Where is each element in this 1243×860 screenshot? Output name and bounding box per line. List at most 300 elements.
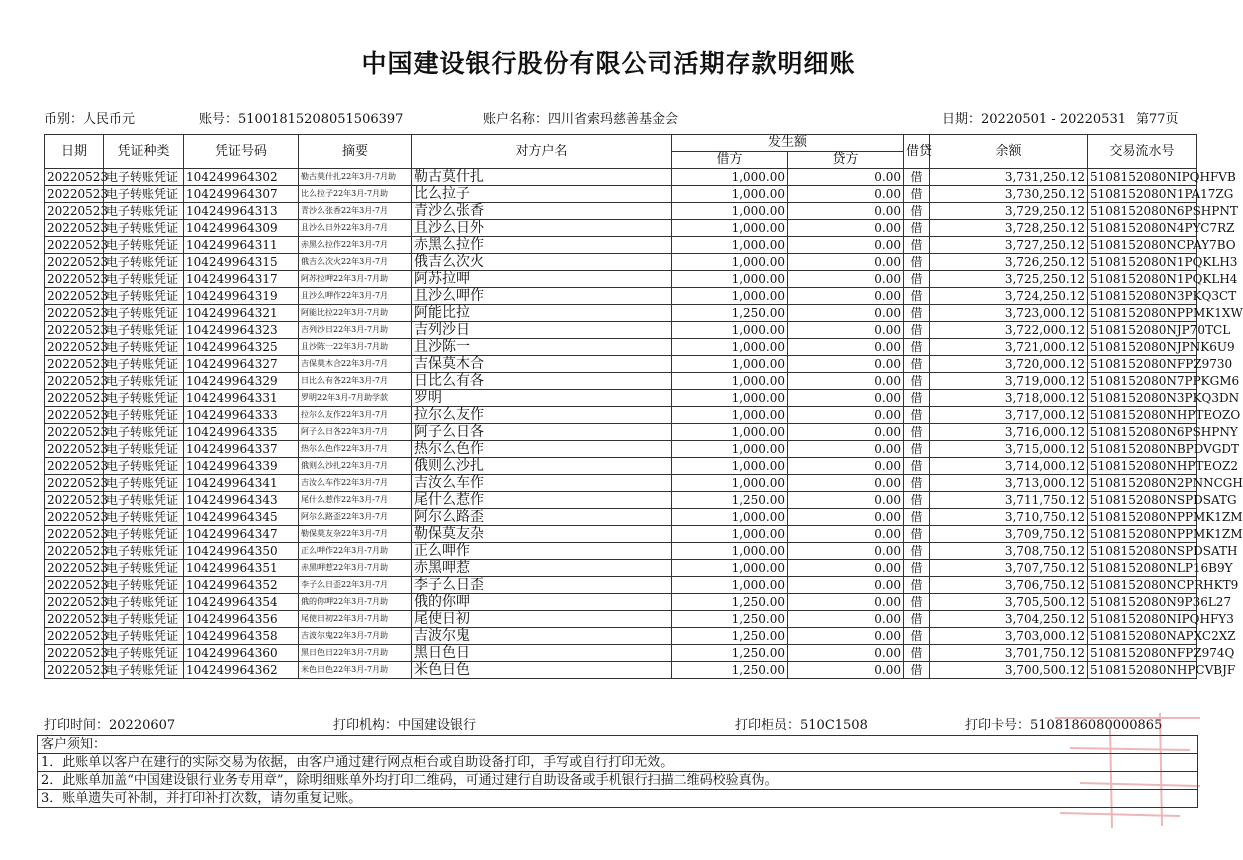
row-debit: 1,000.00	[672, 390, 788, 407]
row-dc: 借	[904, 305, 930, 322]
row-date: 20220523	[45, 356, 104, 373]
row-serial: 5108152080NHPTEOZ2	[1088, 458, 1197, 475]
row-date: 20220523	[45, 169, 104, 186]
row-debit: 1,000.00	[672, 560, 788, 577]
table-row	[45, 577, 1197, 594]
row-counterparty: 且沙陈一	[412, 339, 672, 356]
row-memo: 黑日色日22年3月-7月助	[299, 645, 412, 662]
row-memo: 俄的你呷22年3月-7月助	[299, 594, 412, 611]
row-balance: 3,722,000.12	[930, 322, 1088, 339]
row-voucher-type: 电子转账凭证	[104, 543, 184, 560]
row-serial: 5108152080N1PQKLH3	[1088, 254, 1197, 271]
row-memo: 且沙陈一22年3月-7月助	[299, 339, 412, 356]
row-voucher-no: 104249964317	[184, 271, 299, 288]
print-time: 打印时间：20220607	[44, 718, 176, 733]
row-date: 20220523	[45, 645, 104, 662]
row-serial: 5108152080NFPZ9730	[1088, 356, 1197, 373]
row-memo: 日比么有各22年3月-7月	[299, 373, 412, 390]
row-voucher-no: 104249964327	[184, 356, 299, 373]
row-debit: 1,000.00	[672, 543, 788, 560]
row-credit: 0.00	[788, 288, 904, 305]
table-row	[45, 526, 1197, 543]
row-balance: 3,721,000.12	[930, 339, 1088, 356]
row-date: 20220523	[45, 543, 104, 560]
row-dc: 借	[904, 339, 930, 356]
row-serial: 5108152080N6PSHPNY	[1088, 424, 1197, 441]
row-serial: 5108152080NIPQHFVB	[1088, 169, 1197, 186]
row-memo: 热尔么色作22年3月-7月	[299, 441, 412, 458]
row-credit: 0.00	[788, 254, 904, 271]
row-debit: 1,000.00	[672, 203, 788, 220]
table-row	[45, 169, 1197, 186]
row-memo: 阿子么日各22年3月-7月	[299, 424, 412, 441]
row-voucher-no: 104249964341	[184, 475, 299, 492]
table-row	[45, 203, 1197, 220]
row-balance: 3,704,250.12	[930, 611, 1088, 628]
row-voucher-no: 104249964343	[184, 492, 299, 509]
row-credit: 0.00	[788, 526, 904, 543]
row-voucher-no: 104249964358	[184, 628, 299, 645]
row-memo: 尾使日初22年3月-7月助	[299, 611, 412, 628]
row-memo: 吉汝么车作22年3月-7月	[299, 475, 412, 492]
row-serial: 5108152080NSPDSATH	[1088, 543, 1197, 560]
row-voucher-no: 104249964321	[184, 305, 299, 322]
row-serial: 5108152080N7PPKGM6	[1088, 373, 1197, 390]
row-voucher-type: 电子转账凭证	[104, 220, 184, 237]
row-balance: 3,730,250.12	[930, 186, 1088, 203]
table-row	[45, 186, 1197, 203]
row-balance: 3,727,250.12	[930, 237, 1088, 254]
row-debit: 1,000.00	[672, 322, 788, 339]
row-counterparty: 正么呷作	[412, 543, 672, 560]
row-serial: 5108152080NPPMK1XW	[1088, 305, 1197, 322]
note-item: 1．此账单以客户在建行的实际交易为依据，由客户通过建行网点柜台或自助设备打印，手写或自行打印无效。	[38, 754, 1198, 772]
row-serial: 5108152080NCPRHKT9	[1088, 577, 1197, 594]
row-serial: 5108152080N4PYC7RZ	[1088, 220, 1197, 237]
row-date: 20220523	[45, 509, 104, 526]
row-voucher-no: 104249964351	[184, 560, 299, 577]
row-counterparty: 尾使日初	[412, 611, 672, 628]
row-counterparty: 吉列沙日	[412, 322, 672, 339]
row-balance: 3,703,000.12	[930, 628, 1088, 645]
row-memo: 赤黑么拉作22年3月-7月	[299, 237, 412, 254]
row-memo: 阿苏拉呷22年3月-7月助	[299, 271, 412, 288]
row-voucher-no: 104249964329	[184, 373, 299, 390]
row-date: 20220523	[45, 594, 104, 611]
row-voucher-type: 电子转账凭证	[104, 628, 184, 645]
row-voucher-type: 电子转账凭证	[104, 390, 184, 407]
table-row	[45, 254, 1197, 271]
row-memo: 吉列沙日22年3月-7月助	[299, 322, 412, 339]
row-dc: 借	[904, 628, 930, 645]
row-counterparty: 俄吉么次火	[412, 254, 672, 271]
row-voucher-type: 电子转账凭证	[104, 356, 184, 373]
table-row	[45, 628, 1197, 645]
row-debit: 1,000.00	[672, 441, 788, 458]
row-voucher-type: 电子转账凭证	[104, 305, 184, 322]
row-date: 20220523	[45, 611, 104, 628]
row-debit: 1,000.00	[672, 339, 788, 356]
row-memo: 吉波尔鬼22年3月-7月助	[299, 628, 412, 645]
row-memo: 李子么日歪22年3月-7月	[299, 577, 412, 594]
row-voucher-type: 电子转账凭证	[104, 288, 184, 305]
row-voucher-type: 电子转账凭证	[104, 611, 184, 628]
row-counterparty: 阿尔么路歪	[412, 509, 672, 526]
row-credit: 0.00	[788, 543, 904, 560]
row-debit: 1,250.00	[672, 594, 788, 611]
row-voucher-no: 104249964307	[184, 186, 299, 203]
row-debit: 1,000.00	[672, 373, 788, 390]
row-credit: 0.00	[788, 560, 904, 577]
row-debit: 1,000.00	[672, 356, 788, 373]
row-serial: 5108152080N3PKQ3CT	[1088, 288, 1197, 305]
header-memo: 摘要	[299, 135, 412, 169]
row-debit: 1,000.00	[672, 526, 788, 543]
row-balance: 3,728,250.12	[930, 220, 1088, 237]
row-debit: 1,000.00	[672, 475, 788, 492]
row-serial: 5108152080NJPNK6U9	[1088, 339, 1197, 356]
row-date: 20220523	[45, 526, 104, 543]
row-debit: 1,000.00	[672, 424, 788, 441]
header-date: 日期	[45, 135, 104, 169]
row-serial: 5108152080NBPDVGDT	[1088, 441, 1197, 458]
row-counterparty: 尾什么惹作	[412, 492, 672, 509]
row-voucher-type: 电子转账凭证	[104, 662, 184, 679]
row-date: 20220523	[45, 271, 104, 288]
row-memo: 阿尔么路歪22年3月-7月	[299, 509, 412, 526]
table-row	[45, 662, 1197, 679]
row-voucher-type: 电子转账凭证	[104, 577, 184, 594]
row-voucher-type: 电子转账凭证	[104, 645, 184, 662]
row-date: 20220523	[45, 203, 104, 220]
row-dc: 借	[904, 424, 930, 441]
header-credit: 贷方	[788, 152, 904, 169]
row-debit: 1,000.00	[672, 186, 788, 203]
row-dc: 借	[904, 560, 930, 577]
row-counterparty: 赤黑呷惹	[412, 560, 672, 577]
row-voucher-type: 电子转账凭证	[104, 407, 184, 424]
row-credit: 0.00	[788, 203, 904, 220]
row-balance: 3,708,750.12	[930, 543, 1088, 560]
row-voucher-no: 104249964356	[184, 611, 299, 628]
row-credit: 0.00	[788, 628, 904, 645]
row-credit: 0.00	[788, 492, 904, 509]
row-debit: 1,000.00	[672, 254, 788, 271]
row-debit: 1,000.00	[672, 220, 788, 237]
row-date: 20220523	[45, 339, 104, 356]
row-voucher-type: 电子转账凭证	[104, 509, 184, 526]
row-counterparty: 吉汝么车作	[412, 475, 672, 492]
row-memo: 尾什么惹作22年3月-7月	[299, 492, 412, 509]
table-row	[45, 322, 1197, 339]
row-credit: 0.00	[788, 220, 904, 237]
row-credit: 0.00	[788, 611, 904, 628]
row-dc: 借	[904, 390, 930, 407]
note-item: 2．此账单加盖“中国建设银行业务专用章”，除明细账单外均打印二维码，可通过建行自助设备或手机银行扫描二维码校验真伪。	[38, 772, 1198, 790]
header-voucher-no: 凭证号码	[184, 135, 299, 169]
row-dc: 借	[904, 611, 930, 628]
row-debit: 1,000.00	[672, 169, 788, 186]
account-number: 账号：51001815208051506397	[199, 112, 404, 127]
row-dc: 借	[904, 543, 930, 560]
row-serial: 5108152080N1PA17ZG	[1088, 186, 1197, 203]
row-memo: 俄则么沙扎22年3月-7月	[299, 458, 412, 475]
row-voucher-type: 电子转账凭证	[104, 237, 184, 254]
row-dc: 借	[904, 441, 930, 458]
date-range: 日期：20220501 - 20220531	[942, 112, 1126, 127]
table-row	[45, 373, 1197, 390]
row-serial: 5108152080N2PNNCGH	[1088, 475, 1197, 492]
row-credit: 0.00	[788, 662, 904, 679]
row-credit: 0.00	[788, 305, 904, 322]
row-date: 20220523	[45, 424, 104, 441]
row-counterparty: 阿苏拉呷	[412, 271, 672, 288]
row-credit: 0.00	[788, 475, 904, 492]
row-balance: 3,709,750.12	[930, 526, 1088, 543]
row-voucher-type: 电子转账凭证	[104, 441, 184, 458]
row-balance: 3,726,250.12	[930, 254, 1088, 271]
row-serial: 5108152080NHPTEOZO	[1088, 407, 1197, 424]
row-credit: 0.00	[788, 169, 904, 186]
row-date: 20220523	[45, 237, 104, 254]
table-row	[45, 594, 1197, 611]
table-row	[45, 390, 1197, 407]
row-voucher-type: 电子转账凭证	[104, 373, 184, 390]
row-debit: 1,000.00	[672, 288, 788, 305]
row-credit: 0.00	[788, 441, 904, 458]
row-debit: 1,250.00	[672, 492, 788, 509]
row-dc: 借	[904, 288, 930, 305]
row-dc: 借	[904, 458, 930, 475]
table-row	[45, 611, 1197, 628]
customer-notes	[37, 735, 1198, 808]
ledger-table	[44, 134, 1243, 679]
row-serial: 5108152080NSPDSATG	[1088, 492, 1197, 509]
row-voucher-no: 104249964319	[184, 288, 299, 305]
row-credit: 0.00	[788, 594, 904, 611]
row-voucher-type: 电子转账凭证	[104, 169, 184, 186]
row-counterparty: 吉保莫木合	[412, 356, 672, 373]
row-dc: 借	[904, 594, 930, 611]
row-balance: 3,715,000.12	[930, 441, 1088, 458]
header-balance: 余额	[930, 135, 1088, 169]
row-serial: 5108152080NIPQHFY3	[1088, 611, 1197, 628]
row-voucher-no: 104249964354	[184, 594, 299, 611]
table-row	[45, 339, 1197, 356]
row-date: 20220523	[45, 458, 104, 475]
row-voucher-no: 104249964352	[184, 577, 299, 594]
row-date: 20220523	[45, 577, 104, 594]
row-counterparty: 罗明	[412, 390, 672, 407]
table-row	[45, 271, 1197, 288]
row-serial: 5108152080NFPZ974Q	[1088, 645, 1197, 662]
row-voucher-no: 104249964331	[184, 390, 299, 407]
row-counterparty: 且沙么呷作	[412, 288, 672, 305]
row-voucher-type: 电子转账凭证	[104, 203, 184, 220]
row-serial: 5108152080NPPMK1ZM	[1088, 509, 1197, 526]
row-voucher-type: 电子转账凭证	[104, 322, 184, 339]
row-debit: 1,000.00	[672, 407, 788, 424]
table-row	[45, 237, 1197, 254]
row-credit: 0.00	[788, 373, 904, 390]
row-counterparty: 吉波尔鬼	[412, 628, 672, 645]
row-balance: 3,701,750.12	[930, 645, 1088, 662]
row-balance: 3,711,750.12	[930, 492, 1088, 509]
stamp-residue-icon	[1050, 708, 1205, 833]
row-dc: 借	[904, 220, 930, 237]
row-counterparty: 赤黑么拉作	[412, 237, 672, 254]
row-memo: 比么拉子22年3月-7月助	[299, 186, 412, 203]
row-counterparty: 俄的你呷	[412, 594, 672, 611]
row-date: 20220523	[45, 186, 104, 203]
row-voucher-no: 104249964345	[184, 509, 299, 526]
notes-heading: 客户须知：	[38, 736, 1198, 754]
row-credit: 0.00	[788, 390, 904, 407]
table-row	[45, 220, 1197, 237]
row-voucher-no: 104249964325	[184, 339, 299, 356]
row-counterparty: 米色日色	[412, 662, 672, 679]
row-balance: 3,731,250.12	[930, 169, 1088, 186]
header-debit: 借方	[672, 152, 788, 169]
row-credit: 0.00	[788, 271, 904, 288]
row-dc: 借	[904, 509, 930, 526]
row-serial: 5108152080N9P36L27	[1088, 594, 1197, 611]
row-memo: 俄吉么次火22年3月-7月	[299, 254, 412, 271]
row-credit: 0.00	[788, 577, 904, 594]
row-debit: 1,000.00	[672, 458, 788, 475]
header-counterparty: 对方户名	[412, 135, 672, 169]
table-row	[45, 441, 1197, 458]
row-voucher-no: 104249964350	[184, 543, 299, 560]
row-dc: 借	[904, 356, 930, 373]
table-row	[45, 424, 1197, 441]
row-balance: 3,700,500.12	[930, 662, 1088, 679]
row-balance: 3,725,250.12	[930, 271, 1088, 288]
row-debit: 1,000.00	[672, 237, 788, 254]
row-credit: 0.00	[788, 322, 904, 339]
row-memo: 勒保莫友杂22年3月-7月	[299, 526, 412, 543]
row-dc: 借	[904, 407, 930, 424]
row-date: 20220523	[45, 390, 104, 407]
row-serial: 5108152080NPPMK1ZM	[1088, 526, 1197, 543]
row-memo: 且沙么呷作22年3月-7月	[299, 288, 412, 305]
print-counter: 打印柜员：510C1508	[735, 718, 868, 733]
row-voucher-no: 104249964335	[184, 424, 299, 441]
row-voucher-type: 电子转账凭证	[104, 475, 184, 492]
row-counterparty: 且沙么日外	[412, 220, 672, 237]
currency-label: 币别：人民币元	[44, 112, 136, 127]
table-row	[45, 475, 1197, 492]
row-voucher-type: 电子转账凭证	[104, 492, 184, 509]
row-balance: 3,707,750.12	[930, 560, 1088, 577]
row-balance: 3,714,000.12	[930, 458, 1088, 475]
row-counterparty: 俄则么沙扎	[412, 458, 672, 475]
row-balance: 3,729,250.12	[930, 203, 1088, 220]
row-dc: 借	[904, 475, 930, 492]
row-date: 20220523	[45, 373, 104, 390]
row-voucher-type: 电子转账凭证	[104, 560, 184, 577]
row-dc: 借	[904, 492, 930, 509]
row-debit: 1,250.00	[672, 645, 788, 662]
row-counterparty: 黑日色日	[412, 645, 672, 662]
row-balance: 3,705,500.12	[930, 594, 1088, 611]
row-memo: 赤黑呷惹22年3月-7月助	[299, 560, 412, 577]
table-row	[45, 407, 1197, 424]
row-balance: 3,713,000.12	[930, 475, 1088, 492]
row-credit: 0.00	[788, 424, 904, 441]
row-counterparty: 青沙么张香	[412, 203, 672, 220]
table-row	[45, 509, 1197, 526]
row-dc: 借	[904, 373, 930, 390]
row-credit: 0.00	[788, 339, 904, 356]
row-counterparty: 阿子么日各	[412, 424, 672, 441]
row-balance: 3,717,000.12	[930, 407, 1088, 424]
row-debit: 1,250.00	[672, 611, 788, 628]
row-balance: 3,720,000.12	[930, 356, 1088, 373]
row-memo: 拉尔么友作22年3月-7月	[299, 407, 412, 424]
page-title: 中国建设银行股份有限公司活期存款明细账	[361, 49, 856, 78]
row-voucher-type: 电子转账凭证	[104, 186, 184, 203]
row-debit: 1,000.00	[672, 509, 788, 526]
row-date: 20220523	[45, 492, 104, 509]
row-serial: 5108152080NAPXC2XZ	[1088, 628, 1197, 645]
row-voucher-type: 电子转账凭证	[104, 339, 184, 356]
row-voucher-no: 104249964362	[184, 662, 299, 679]
header-dc: 借贷	[904, 135, 930, 169]
row-dc: 借	[904, 526, 930, 543]
row-dc: 借	[904, 203, 930, 220]
row-voucher-no: 104249964339	[184, 458, 299, 475]
print-org: 打印机构：中国建设银行	[333, 718, 477, 733]
row-date: 20220523	[45, 407, 104, 424]
row-voucher-no: 104249964302	[184, 169, 299, 186]
row-counterparty: 日比么有各	[412, 373, 672, 390]
row-voucher-type: 电子转账凭证	[104, 458, 184, 475]
row-serial: 5108152080N3PKQ3DN	[1088, 390, 1197, 407]
row-counterparty: 李子么日歪	[412, 577, 672, 594]
note-item: 3．账单遗失可补制，并打印补打次数，请勿重复记账。	[38, 790, 1198, 808]
row-dc: 借	[904, 237, 930, 254]
row-serial: 5108152080NCPAY7BO	[1088, 237, 1197, 254]
row-date: 20220523	[45, 628, 104, 645]
row-memo: 吉保莫木合22年3月-7月	[299, 356, 412, 373]
table-row	[45, 543, 1197, 560]
table-row	[45, 560, 1197, 577]
row-memo: 罗明22年3月-7月助学款	[299, 390, 412, 407]
row-voucher-type: 电子转账凭证	[104, 254, 184, 271]
row-balance: 3,719,000.12	[930, 373, 1088, 390]
row-voucher-no: 104249964337	[184, 441, 299, 458]
row-date: 20220523	[45, 254, 104, 271]
header-serial: 交易流水号	[1088, 135, 1197, 169]
row-debit: 1,250.00	[672, 628, 788, 645]
row-credit: 0.00	[788, 458, 904, 475]
table-row	[45, 288, 1197, 305]
table-row	[45, 458, 1197, 475]
row-counterparty: 拉尔么友作	[412, 407, 672, 424]
row-voucher-no: 104249964309	[184, 220, 299, 237]
row-memo: 阿能比拉22年3月-7月助	[299, 305, 412, 322]
row-debit: 1,000.00	[672, 271, 788, 288]
row-voucher-type: 电子转账凭证	[104, 594, 184, 611]
row-credit: 0.00	[788, 645, 904, 662]
row-credit: 0.00	[788, 356, 904, 373]
row-date: 20220523	[45, 560, 104, 577]
row-memo: 且沙么日外22年3月-7月	[299, 220, 412, 237]
row-credit: 0.00	[788, 237, 904, 254]
row-date: 20220523	[45, 441, 104, 458]
row-serial: 5108152080N6PSHPNT	[1088, 203, 1197, 220]
